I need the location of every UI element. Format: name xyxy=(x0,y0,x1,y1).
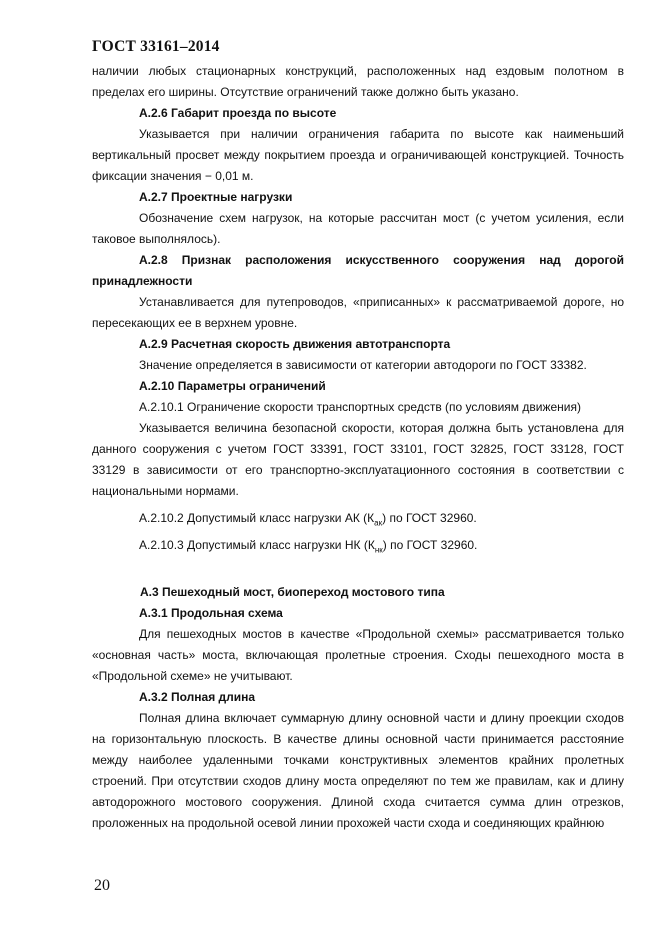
page-number: 20 xyxy=(94,877,110,894)
heading-a2-7: А.2.7 Проектные нагрузки xyxy=(139,190,293,204)
paragraph-a2-7: Обозначение схем нагрузок, на которые рассчитан мост (с учетом усиления, если таковое выполнялось). xyxy=(92,211,624,246)
paragraph-a2-10-2 xyxy=(92,508,624,529)
section-title-a3: А.3 Пешеходный мост, биопереход мостового типа xyxy=(140,585,445,599)
heading-a3-2: А.3.2 Полная длина xyxy=(139,690,256,704)
a2-10-2-suffix: ) по ГОСТ 32960. xyxy=(382,511,477,525)
heading-a3-1: А.3.1 Продольная схема xyxy=(139,606,283,620)
document-code-header: ГОСТ 33161–2014 xyxy=(92,38,220,55)
heading-a2-10: А.2.10 Параметры ограничений xyxy=(139,379,326,393)
paragraph-continuation: наличии любых стационарных конструкций, расположенных над ездовым полотном в пределах его ширины. Отсутствие ограничений также должно быть указано. xyxy=(92,64,624,99)
paragraph-a2-10-1-body: Указывается величина безопасной скорости, которая должна быть установлена для данного сооружения с учетом ГОСТ 33391, ГОСТ 33101, ГОСТ 32825, ГОСТ 33128, ГОСТ 33129 в зависимости от его транспортно-эксплуатационного состояния в соответствии с национальными нормами. xyxy=(92,421,624,498)
heading-a2-9: А.2.9 Расчетная скорость движения автотранспорта xyxy=(139,337,451,351)
a2-10-3-subscript: нк xyxy=(374,545,383,555)
paragraph-a2-10-1: А.2.10.1 Ограничение скорости транспортных средств (по условиям движения) xyxy=(139,400,581,414)
a2-10-3-text: А.2.10.3 Допустимый класс нагрузки НК (К xyxy=(139,538,375,552)
paragraph-a2-10-3 xyxy=(92,535,624,556)
heading-a2-8: А.2.8 Признак расположения искусственного сооружения над дорогой принадлежности xyxy=(92,253,624,288)
a2-10-2-subscript: ак xyxy=(374,518,383,528)
paragraph-a2-8: Устанавливается для путепроводов, «приписанных» к рассматриваемой дороге, но пересекающих ее в верхнем уровне. xyxy=(92,295,624,330)
page-content xyxy=(92,61,624,834)
a2-10-3-suffix: ) по ГОСТ 32960. xyxy=(382,538,478,552)
a2-10-2-text: А.2.10.2 Допустимый класс нагрузки АК (К xyxy=(139,511,375,525)
paragraph-a2-6: Указывается при наличии ограничения габарита по высоте как наименьший вертикальный просвет между покрытием проезда и ограничивающей конструкцией. Точность фиксации значения − 0,01 м. xyxy=(92,127,624,183)
paragraph-a2-9: Значение определяется в зависимости от категории автодороги по ГОСТ 33382. xyxy=(139,358,587,372)
paragraph-a3-1: Для пешеходных мостов в качестве «Продольной схемы» рассматривается только «основная часть» моста, включающая пролетные строения. Сходы пешеходного моста в «Продольной схеме» не учитывают. xyxy=(92,627,624,683)
paragraph-a3-2: Полная длина включает суммарную длину основной части и длину проекции сходов на горизонтальную плоскость. В качестве длины основной части принимается расстояние между наиболее удаленными точками конструктивных элементов крайних пролетных строений. При отсутствии сходов длину моста определяют по тем же правилам, как и длину автодорожного мостового сооружения. Длиной схода считается сумма длин отрезков, проложенных на продольной осевой линии прохожей части схода и соединяющих крайнюю xyxy=(92,711,624,830)
heading-a2-6: А.2.6 Габарит проезда по высоте xyxy=(139,106,337,120)
